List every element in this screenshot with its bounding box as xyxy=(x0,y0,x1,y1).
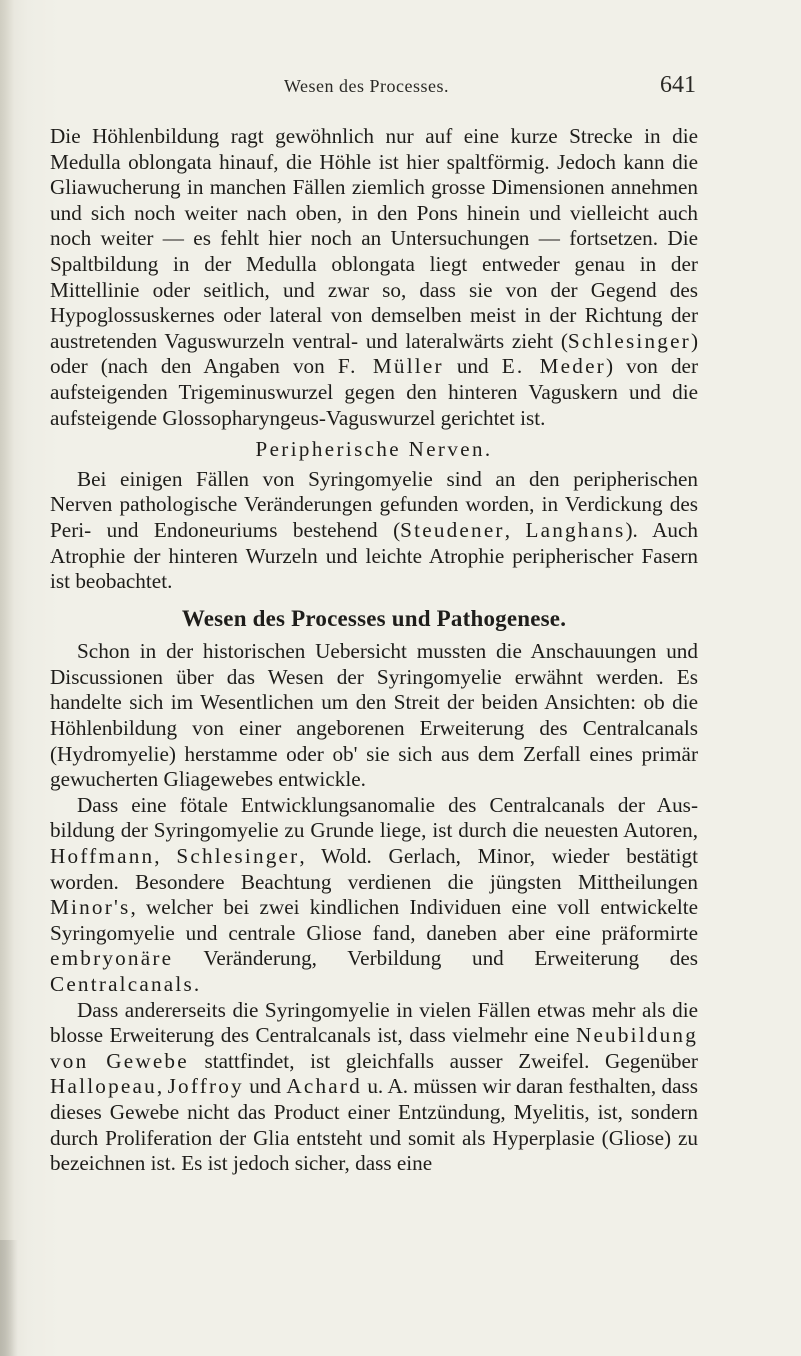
paragraph-history: Schon in der historischen Uebersicht mussten die Anschauungen und Discussionen über das Wesen der Syringomyelie erwähnt werden. Es handelte sich im Wesentlichen um den Streit der beiden Ansichten: ob die Höhlenbildung von einer angeborenen Erweiterung des Centralcanals (Hydromyelie) herstamme oder ob' sie sich aus dem Zerfall eines primär gewucherten Gliagewebes entwickle. xyxy=(50,639,698,792)
author-name: E. Meder xyxy=(501,354,606,379)
binding-shadow xyxy=(0,0,14,1356)
author-name: Minor's xyxy=(50,895,131,920)
author-name: Joffroy xyxy=(167,1074,244,1099)
author-name: Schlesinger xyxy=(567,328,691,353)
emphasis: Neubildung von Gewebe xyxy=(50,1023,698,1073)
author-name: Langhans xyxy=(525,517,626,542)
subheading-peripheral-nerves: Peripherische Nerven. xyxy=(255,437,493,462)
paragraph-neoplasia: Dass andererseits die Syringomyelie in vielen Fällen etwas mehr als die blosse Erweiterung des Centralcanals ist, dass vielmehr eine Neubildung von Gewebe stattfindet, ist gleichfalls ausser Zweifel. Gegenüber Hallopeau, Joffroy und Achard u. A. müssen wir daran festhalten, dass dieses Gewebe nicht das Product einer Entzündung, Myelitis, ist, sondern durch Proliferation der Glia entsteht und somit als Hyperplasie (Gliose) zu bezeichnen ist. Es ist jedoch sicher, dass eine xyxy=(50,997,699,1176)
paragraph-medulla: Die Höhlenbildung ragt gewöhnlich nur auf eine kurze Strecke in die Medulla oblongata hinauf, die Höhle ist hier spaltförmig. Jedoch kann die Gliawucherung in manchen Fällen ziemlich grosse Dimensionen annehmen und sich noch weiter nach oben, in den Pons hinein und vielleicht auch noch weiter — es fehlt hier noch an Untersuchungen — fortsetzen. Die Spaltbildung in der Medulla oblongata liegt entweder genau in der Mittellinie oder seitlich, und zwar so, dass sie von der Gegend des Hypoglossuskernes oder lateral von demselben meist in der Richtung der austretenden Vaguswurzeln ventral- und lateralwärts zieht (Schlesinger) oder (nach den Angaben von F. Müller und E. Meder) von der aufsteigenden Trigeminuswurzel gegen den hinteren Vaguskern und die aufsteigende Glossopharyngeus-Vaguswurzel gerichtet ist. xyxy=(50,124,698,430)
page-edge-stain xyxy=(0,1240,18,1356)
emphasis: embryonäre xyxy=(50,946,174,971)
paragraph-peripheral-nerves: Bei einigen Fällen von Syringomyelie sind an den peripherischen Nerven pathologische Veränderungen gefunden worden, in Verdickung des Peri- und Endoneuriums bestehend (Steudener, Langhans). Auch Atrophie der hinteren Wurzeln und leichte Atrophie peripherischer Fasern ist beobachtet. xyxy=(50,466,698,594)
author-name: F. Müller xyxy=(337,354,444,379)
author-name: Hoffmann xyxy=(50,844,155,869)
author-name: Achard xyxy=(286,1074,362,1099)
author-name: Hallopeau xyxy=(50,1074,157,1099)
section-heading: Wesen des Processes und Pathogenese. xyxy=(181,605,567,631)
author-name: Steudener xyxy=(400,517,505,542)
page-number: 641 xyxy=(660,72,696,98)
running-title: Wesen des Processes. xyxy=(284,76,450,96)
emphasis: Centralcanals xyxy=(50,972,194,996)
author-name: Schlesinger xyxy=(176,844,300,869)
body-text xyxy=(50,124,698,1177)
page-header xyxy=(284,72,696,106)
paragraph-fetal-anomaly: Dass eine fötale Entwicklungsanomalie des Centralcanals der Ausbildung der Syringomyelie zu Grunde liege, ist durch die neuesten Autoren, Hoffmann, Schlesinger, Wold. Gerlach, Minor, wieder bestätigt worden. Besondere Beachtung verdienen die jüngsten Mittheilungen Minor's, welcher bei zwei kindlichen Individuen eine voll entwickelte Syringomyelie und centrale Gliose fand, daneben aber eine präformirte embryonäre Veränderung, Verbildung und Erweiterung des Centralcanals. xyxy=(50,792,699,996)
